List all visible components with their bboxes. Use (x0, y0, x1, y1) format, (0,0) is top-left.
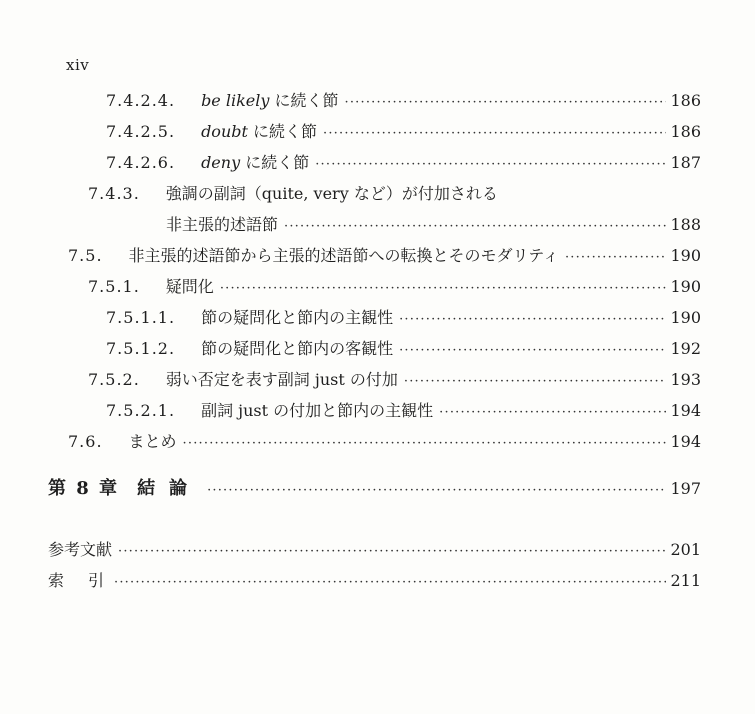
toc-entry (88, 367, 701, 393)
chapter-page: 197 (670, 479, 701, 498)
dot-leader (399, 312, 666, 327)
toc-entry-number: 7.5.2.1. (106, 401, 176, 420)
toc-entry-title-continued: 非主張的述語節 (166, 215, 279, 234)
toc-entry (106, 150, 701, 176)
toc-entry-number: 7.5.1.1. (106, 308, 176, 327)
toc-entry-number: 7.6. (68, 432, 103, 451)
toc-entry-title: 節の疑問化と節内の客観性 (201, 339, 394, 358)
toc-entry-number: 7.4.2.5. (106, 122, 176, 141)
toc-entry (106, 119, 701, 145)
page-number: xiv (66, 56, 90, 74)
toc-entry-page: 194 (670, 401, 701, 420)
toc-entry-number: 7.4.3. (88, 184, 140, 203)
back-matter-title: 参考文献 (48, 540, 113, 559)
toc-entry-continuation (166, 212, 701, 238)
toc-entry-number: 7.5. (68, 246, 103, 265)
toc-entry-page: 192 (670, 339, 701, 358)
toc-entry-title-italic: be likely (201, 91, 270, 110)
dot-leader (118, 544, 666, 559)
toc-entry-number: 7.5.1. (88, 277, 140, 296)
back-matter-page: 201 (670, 540, 701, 559)
toc-entry-title-italic: doubt (201, 122, 248, 141)
toc-entry-title: まとめ (128, 432, 177, 451)
dot-leader (315, 157, 666, 172)
toc-entry-page: 186 (670, 91, 701, 110)
dot-leader (399, 343, 666, 358)
dot-leader (323, 126, 666, 141)
toc-entry-number: 7.4.2.6. (106, 153, 176, 172)
toc-entry-page: 188 (670, 215, 701, 234)
toc-entry-title-text: に続く節 (269, 91, 339, 110)
toc-entry-title (201, 150, 309, 173)
toc-entry-title: 節の疑問化と節内の主観性 (201, 308, 394, 327)
toc-entry-page: 194 (670, 432, 701, 451)
toc-entry-title: 非主張的述語節から主張的述語節への転換とそのモダリティ (128, 246, 559, 265)
toc-entry-page: 190 (670, 308, 701, 327)
toc-entry-title: 弱い否定を表す副詞 just の付加 (165, 370, 398, 389)
toc-entry (88, 181, 498, 207)
toc-entry-number: 7.5.1.2. (106, 339, 176, 358)
toc-entry-title-italic: deny (201, 153, 241, 172)
toc-entry (68, 243, 701, 269)
toc-entry (68, 429, 701, 455)
toc-entry-page: 186 (670, 122, 701, 141)
back-matter-page: 211 (670, 571, 701, 590)
dot-leader (284, 219, 666, 234)
chapter-number: 第 8 章 (48, 478, 120, 499)
toc-entry-title (201, 119, 317, 142)
toc-entry-title: 副詞 just の付加と節内の主観性 (201, 401, 434, 420)
toc-entry-title: 疑問化 (165, 277, 214, 296)
toc-entry (88, 274, 701, 300)
toc-entry-page: 193 (670, 370, 701, 389)
back-matter-title: 索 引 (48, 571, 109, 590)
dot-leader (404, 374, 667, 389)
toc-entry (106, 305, 701, 331)
toc-entry-number: 7.4.2.4. (106, 91, 176, 110)
toc-entry-title-text: に続く節 (247, 122, 318, 141)
toc-entry-title-text: に続く節 (240, 153, 310, 172)
toc-entry (106, 398, 701, 424)
dot-leader (565, 250, 667, 265)
toc-entry-title: 強調の副詞（quite, very など）が付加される (165, 184, 498, 203)
dot-leader (220, 281, 667, 296)
dot-leader (345, 95, 667, 110)
toc-entry-page: 190 (670, 246, 701, 265)
dot-leader (439, 405, 666, 420)
toc-entry-page: 187 (670, 153, 701, 172)
dot-leader (114, 575, 666, 590)
toc-back-matter-entry (48, 537, 701, 563)
toc-entry-number: 7.5.2. (88, 370, 140, 389)
toc-entry (106, 88, 701, 114)
dot-leader (207, 483, 666, 498)
toc-entry (106, 336, 701, 362)
toc-entry-title (201, 88, 338, 111)
toc-chapter-entry (48, 474, 701, 500)
dot-leader (183, 436, 667, 451)
chapter-title: 結論 (137, 478, 202, 499)
toc-back-matter-entry (48, 568, 701, 594)
toc-entry-page: 190 (670, 277, 701, 296)
